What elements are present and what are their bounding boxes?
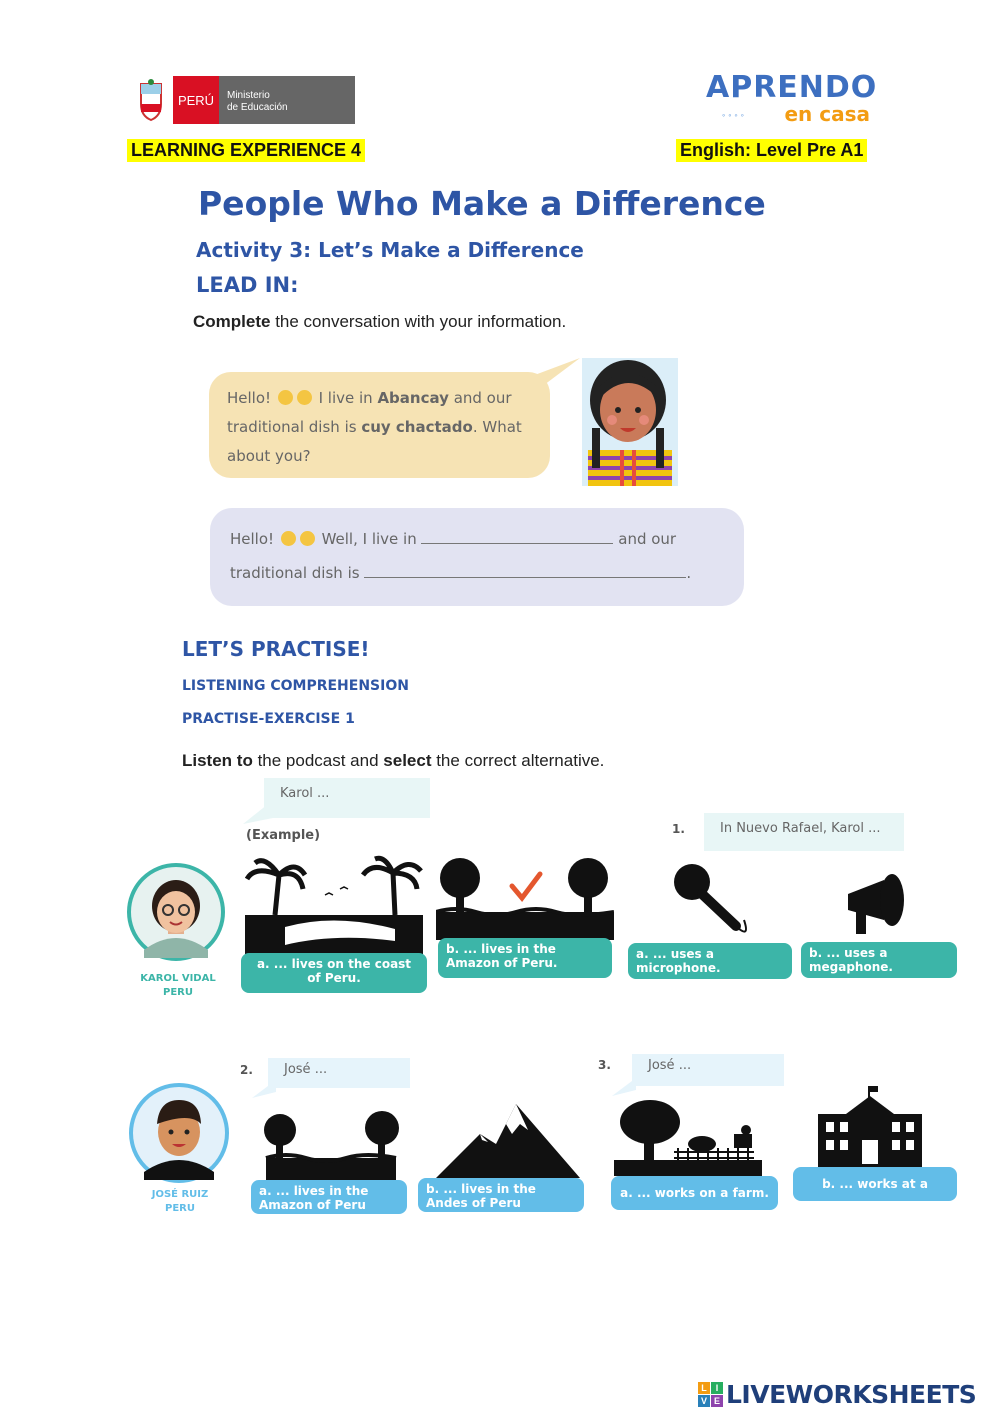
speech-tail bbox=[612, 1078, 636, 1096]
aprendo-dots: ◦◦◦◦ bbox=[722, 110, 747, 120]
q3-option-a[interactable]: a. ... works on a farm. bbox=[611, 1176, 778, 1210]
karol-name: KAROL VIDAL bbox=[140, 973, 216, 984]
instruction-listen: Listen to bbox=[182, 751, 253, 770]
example-label: (Example) bbox=[246, 828, 321, 843]
option-a-coast[interactable]: a. ... lives on the coast of Peru. bbox=[241, 953, 427, 993]
example-speech-bubble: Karol ... bbox=[264, 778, 430, 818]
bubble2-text-5: . bbox=[686, 564, 692, 582]
lead-in-heading: LEAD IN: bbox=[196, 273, 299, 297]
bubble2-text-1: Hello! bbox=[230, 530, 279, 548]
question-2-speech: José ... bbox=[268, 1058, 410, 1088]
tree-icon bbox=[620, 1100, 680, 1164]
bubble2-text-2: Well, I live in bbox=[316, 530, 422, 548]
bubble-tail bbox=[500, 358, 580, 388]
q1-option-b[interactable]: b. ... uses a megaphone. bbox=[801, 942, 957, 978]
question-3-number: 3. bbox=[598, 1058, 611, 1072]
microphone-icon bbox=[672, 860, 756, 940]
peru-shield-icon bbox=[133, 78, 169, 122]
learning-experience-label: LEARNING EXPERIENCE 4 bbox=[127, 139, 365, 162]
mountain-icon bbox=[436, 1104, 580, 1178]
bubble1-place: Abancay bbox=[377, 389, 449, 407]
ministry-line-1: Ministerio bbox=[227, 90, 270, 101]
bubble2-text-4: traditional dish is bbox=[230, 564, 365, 582]
karol-country: PERU bbox=[163, 987, 193, 998]
listening-subheading: LISTENING COMPREHENSION bbox=[182, 678, 409, 694]
ministry-line-2: de Educación bbox=[227, 102, 288, 113]
bubble2-text-3: and our bbox=[613, 530, 677, 548]
aprendo-title: APRENDO bbox=[706, 70, 878, 105]
liveworksheets-text: LIVEWORKSHEETS bbox=[726, 1379, 977, 1409]
bubble1-text-3: and our traditional dish is bbox=[227, 389, 512, 436]
karol-caption bbox=[130, 972, 226, 1000]
question-1-number: 1. bbox=[672, 822, 685, 836]
speech-tail bbox=[252, 1080, 276, 1098]
activity-title: Activity 3: Let’s Make a Difference bbox=[196, 238, 584, 262]
school-icon bbox=[816, 1086, 924, 1168]
question-2-number: 2. bbox=[240, 1063, 253, 1077]
coast-image bbox=[245, 855, 423, 957]
logo-badge-letter: I bbox=[711, 1382, 723, 1394]
speech-tail bbox=[243, 800, 273, 824]
liveworksheets-logo-icon bbox=[698, 1382, 723, 1407]
practise-instruction bbox=[182, 751, 604, 771]
liveworksheets-logo bbox=[698, 1379, 976, 1409]
jose-name: JOSÉ RUIZ bbox=[151, 1189, 209, 1200]
q1-option-a[interactable]: a. ... uses a microphone. bbox=[628, 943, 792, 979]
instruction-text-2: the correct alternative. bbox=[431, 751, 605, 770]
bubble1-text-4: . What about you? bbox=[227, 418, 522, 465]
smiley-icon bbox=[281, 531, 296, 546]
city-input-blank[interactable] bbox=[421, 543, 613, 544]
aprendo-subtitle: en casa bbox=[784, 102, 870, 126]
logo-badge-letter: V bbox=[698, 1395, 710, 1407]
bubble1-text-2: I live in bbox=[313, 389, 378, 407]
girl-avatar-icon bbox=[582, 358, 678, 486]
jose-avatar bbox=[128, 1082, 230, 1184]
option-b-amazon[interactable]: b. ... lives in the Amazon of Peru. bbox=[438, 938, 612, 978]
practise-heading: LET’S PRACTISE! bbox=[182, 637, 370, 661]
speech-bubble-girl bbox=[209, 372, 550, 478]
logo-badge-letter: L bbox=[698, 1382, 710, 1394]
jose-caption bbox=[132, 1188, 228, 1216]
ministry-box bbox=[219, 76, 355, 124]
farm-icon bbox=[614, 1098, 762, 1176]
instruction-text-1: the podcast and bbox=[252, 751, 384, 770]
q3-option-b[interactable]: b. ... works at a school. bbox=[793, 1167, 957, 1201]
amazon-image bbox=[436, 856, 614, 940]
megaphone-icon bbox=[842, 866, 914, 940]
ministry-logo bbox=[133, 76, 355, 124]
lead-in-instruction bbox=[193, 312, 566, 332]
bubble1-dish: cuy chactado bbox=[361, 418, 473, 436]
q2-option-b[interactable]: b. ... lives in the Andes of Peru bbox=[418, 1178, 584, 1212]
exercise-subheading: PRACTISE-EXERCISE 1 bbox=[182, 711, 355, 727]
peru-badge: PERÚ bbox=[173, 76, 219, 124]
level-label: English: Level Pre A1 bbox=[676, 139, 867, 162]
speech-bubble-student bbox=[210, 508, 744, 606]
aprendo-logo bbox=[706, 70, 878, 128]
karol-avatar bbox=[126, 862, 226, 962]
page-title: People Who Make a Difference bbox=[198, 184, 766, 223]
palm-tree-icon bbox=[247, 861, 305, 915]
question-3-speech: José ... bbox=[632, 1054, 784, 1086]
instruction-bold: Complete bbox=[193, 312, 271, 331]
tree-icon bbox=[440, 858, 480, 916]
jose-country: PERU bbox=[165, 1203, 195, 1214]
question-1-speech: In Nuevo Rafael, Karol ... bbox=[704, 813, 904, 851]
logo-badge-letter: E bbox=[711, 1395, 723, 1407]
q2-option-a[interactable]: a. ... lives in the Amazon of Peru bbox=[251, 1180, 407, 1214]
smiley-icon bbox=[297, 390, 312, 405]
checkmark-icon bbox=[512, 874, 540, 898]
bubble2-line-1 bbox=[230, 522, 724, 556]
dish-input-blank[interactable] bbox=[364, 577, 686, 578]
bubble1-text-1: Hello! bbox=[227, 389, 276, 407]
smiley-icon bbox=[300, 531, 315, 546]
palm-tree-icon bbox=[363, 858, 421, 915]
smiley-icon bbox=[278, 390, 293, 405]
instruction-rest: the conversation with your information. bbox=[270, 312, 567, 331]
instruction-select: select bbox=[383, 751, 432, 770]
tree-icon bbox=[568, 858, 608, 916]
bubble2-line-2 bbox=[230, 556, 724, 590]
amazon-image-2 bbox=[256, 1110, 406, 1182]
